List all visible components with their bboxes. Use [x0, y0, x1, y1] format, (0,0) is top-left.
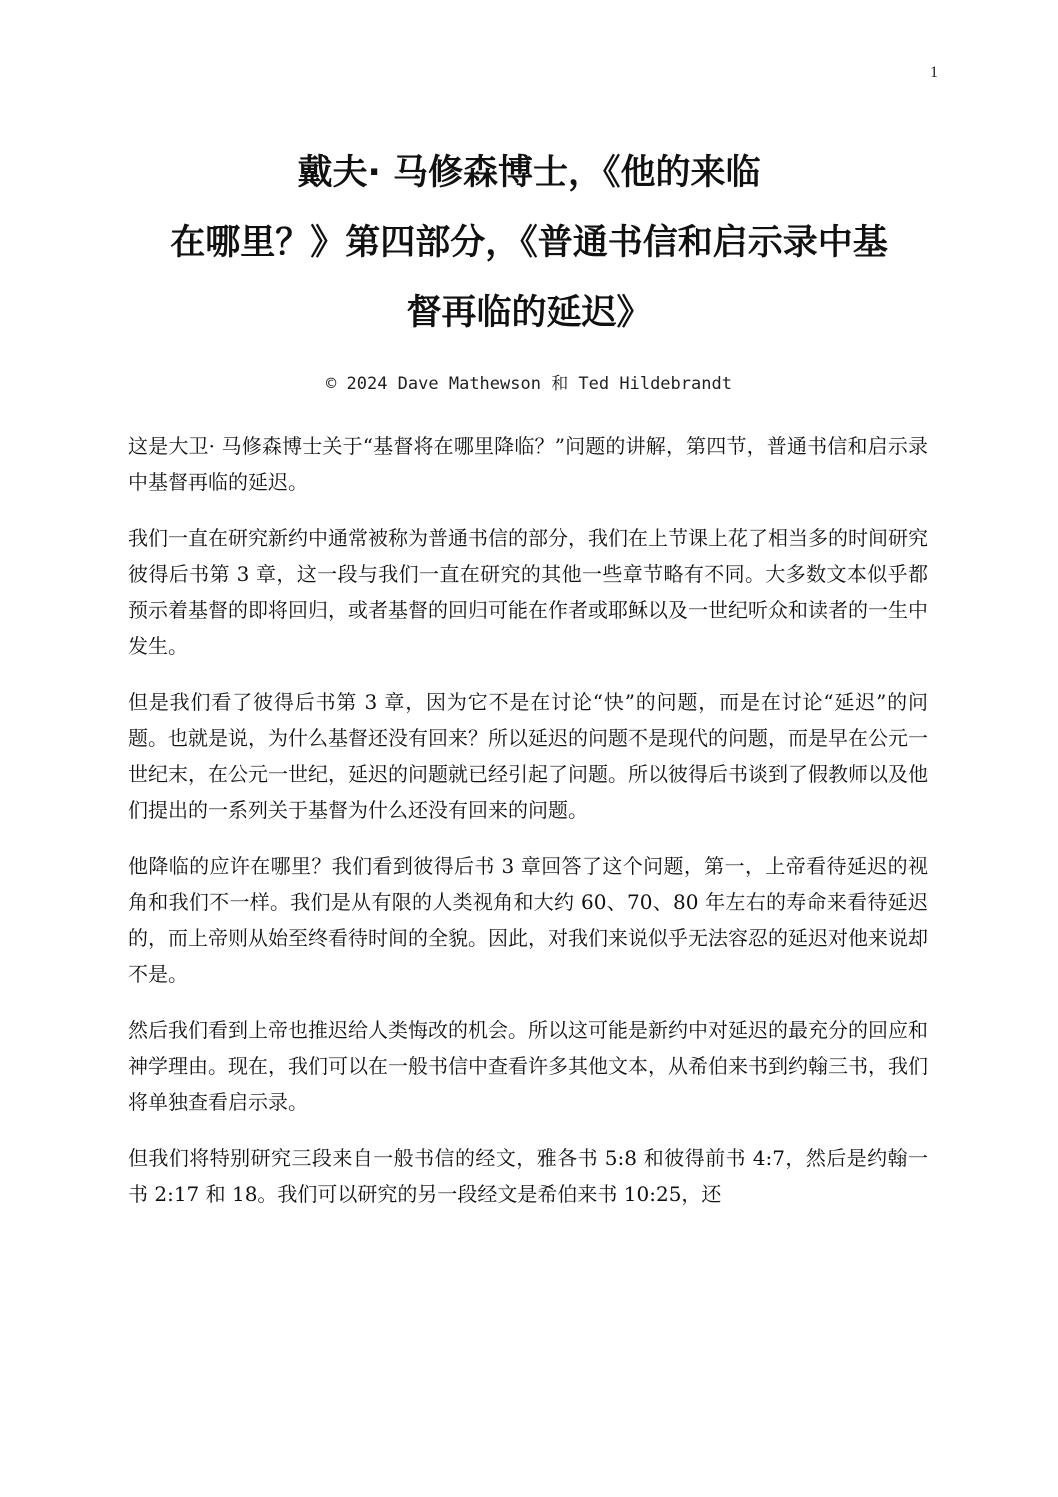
copyright-notice: © 2024 Dave Mathewson 和 Ted Hildebrandt — [326, 374, 732, 394]
title-line-1: 戴夫· 马修森博士，《他的来临 — [297, 153, 761, 193]
paragraph-4: 他降临的应许在哪里？我们看到彼得后书 3 章回答了这个问题，第一，上帝看待延迟的视角和我们不一样。我们是从有限的人类视角和大约 60、70、80 年左右的寿命来看待延迟的，而上帝则从始至终看待时间的全貌。因此，对我们来说似乎无法容忍的延迟对他来说却不是。 — [128, 854, 928, 986]
paragraph-6: 但我们将特别研究三段来自一般书信的经文，雅各书 5:8 和彼得前书 4:7，然后是约翰一书 2:17 和 18。我们可以研究的另一段经文是希伯来书 10:25，还 — [128, 1146, 928, 1206]
paragraph-3: 但是我们看了彼得后书第 3 章，因为它不是在讨论“快”的问题，而是在讨论“延迟”的问题。也就是说，为什么基督还没有回来？所以延迟的问题不是现代的问题，而是早在公元一世纪末，在公元一世纪，延迟的问题就已经引起了问题。所以彼得后书谈到了假教师以及他们提出的一系列关于基督为什么还没有回来的问题。 — [128, 690, 928, 822]
paragraph-5: 然后我们看到上帝也推迟给人类悔改的机会。所以这可能是新约中对延迟的最充分的回应和神学理由。现在，我们可以在一般书信中查看许多其他文本，从希伯来书到约翰三书，我们将单独查看启示录。 — [128, 1018, 928, 1114]
body-text — [128, 428, 928, 1232]
page-title — [90, 138, 968, 348]
paragraph-2: 我们一直在研究新约中通常被称为普通书信的部分，我们在上节课上花了相当多的时间研究彼得后书第 3 章，这一段与我们一直在研究的其他一些章节略有不同。大多数文本似乎都预示着基督的即将回归，或者基督的回归可能在作者或耶稣以及一世纪听众和读者的一生中发生。 — [128, 526, 928, 658]
title-line-2: 在哪里？》第四部分，《普通书信和启示录中基 — [170, 223, 888, 263]
title-line-3: 督再临的延迟》 — [406, 293, 652, 333]
page-number: 1 — [930, 64, 938, 81]
paragraph-1: 这是大卫· 马修森博士关于“基督将在哪里降临？”问题的讲解，第四节，普通书信和启示录中基督再临的延迟。 — [128, 434, 928, 494]
